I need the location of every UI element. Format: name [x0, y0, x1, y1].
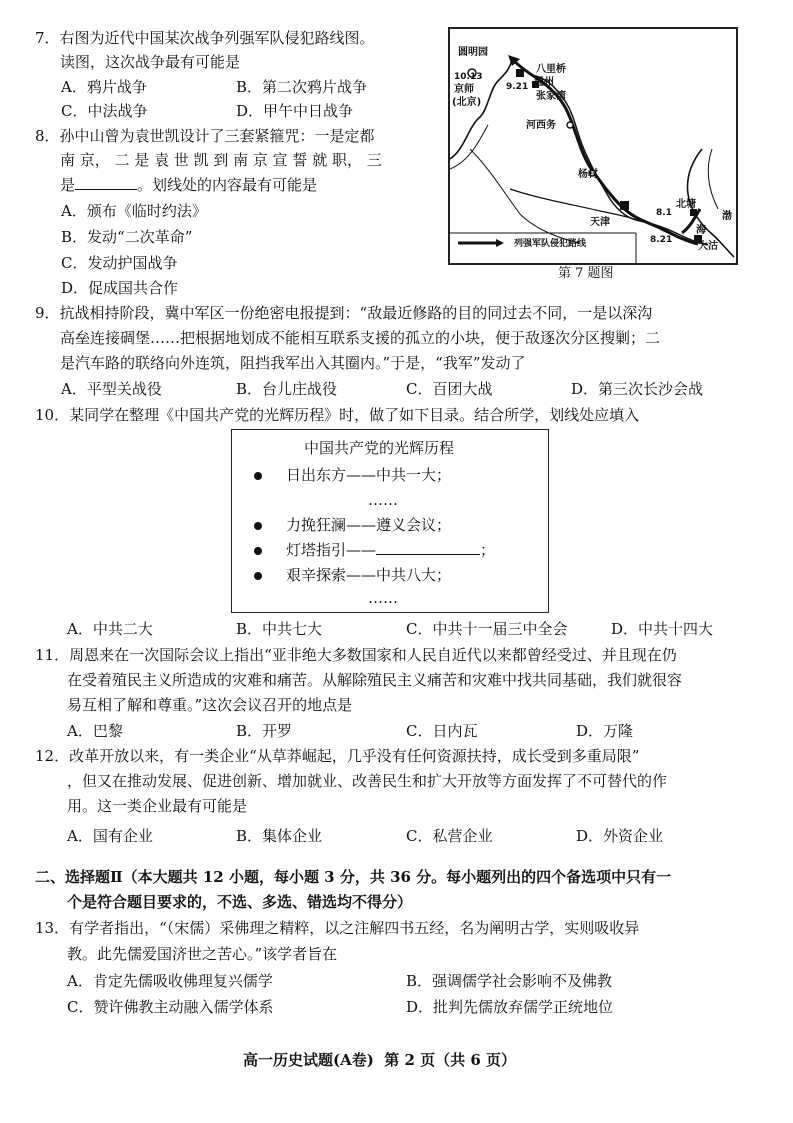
q7-option-a[interactable]: A．鸦片战争 [61, 78, 147, 96]
q10-option-a[interactable]: A．中共二大 [67, 620, 153, 638]
legend-arrow [496, 239, 504, 247]
label-date-81: 8.1 [656, 208, 672, 218]
city-dot-hexiwu [567, 122, 573, 128]
river-branch-2 [470, 149, 580, 243]
coast-detail [708, 149, 718, 209]
label-zhangjiawan: 张家湾 [536, 91, 566, 102]
label-bo: 渤 [722, 211, 732, 222]
q12-option-a[interactable]: A．国有企业 [67, 827, 153, 845]
q9-option-a[interactable]: A．平型关战役 [61, 380, 162, 398]
label-yuanmingyuan: 圆明园 [458, 47, 488, 58]
q13-option-c[interactable]: C．赞许佛教主动融入儒学体系 [67, 998, 274, 1016]
q8-answer-blank [75, 175, 137, 190]
fort-baliqiao [516, 69, 524, 77]
q7-option-c[interactable]: C．中法战争 [61, 102, 148, 120]
q8-stem-line1: 8．孙中山曾为袁世凯设计了三套紧箍咒：一是定都 [35, 127, 375, 145]
toc-bullet-4 [254, 572, 262, 580]
q13-stem-line1: 13．有学者指出，“（宋儒）采佛理之精粹，以之注解四书五经，名为阐明古学，实则吸收异 [35, 919, 640, 937]
q10-option-c[interactable]: C．中共十一届三中全会 [406, 620, 568, 638]
q9-option-b[interactable]: B．台儿庄战役 [236, 380, 338, 398]
toc-item-3: 灯塔指引—— ； [286, 541, 496, 559]
q10-toc-box [231, 429, 549, 613]
toc-item-4: 艰辛探索——中共八大； [286, 566, 452, 584]
q8-option-b[interactable]: B．发动“二次革命” [61, 228, 193, 246]
toc-item-1: 日出东方——中共一大； [286, 466, 452, 484]
q8-option-a[interactable]: A．颁布《临时约法》 [61, 202, 207, 220]
q9-stem-line2: 高垒连接碉堡……把根据地划成不能相互联系支援的孤立的小块，便于敌逐次分区搜剿；二 [60, 329, 661, 347]
toc-bullet-2 [254, 522, 262, 530]
q8-stem-line2: 南 京， 二 是 袁 世 凯 到 南 京 宣 誓 就 职， 三 [60, 151, 382, 169]
q7-stem-line1: 7．右图为近代中国某次战争列强军队侵犯路线图。 [35, 29, 375, 47]
toc-ellipsis-2: …… [368, 589, 398, 607]
toc-title: 中国共产党的光辉历程 [304, 439, 455, 457]
section2-heading-line2: 个是符合题目要求的，不选、多选、错选均不得分） [67, 893, 413, 911]
q7-option-d[interactable]: D．甲午中日战争 [236, 102, 354, 120]
q8-option-c[interactable]: C．发动护国战争 [61, 254, 178, 272]
q12-stem-line1: 12．改革开放以来，有一类企业“从草莽崛起，几乎没有任何资源扶持，成长受到多重局限” [35, 747, 640, 765]
fort-tianjin [620, 201, 629, 210]
label-tianjin: 天津 [590, 217, 610, 228]
q7-option-b[interactable]: B．第二次鸦片战争 [236, 78, 368, 96]
q7-stem-line2: 读图，这次战争最有可能是 [60, 53, 241, 71]
q9-option-d[interactable]: D．第三次长沙会战 [571, 380, 704, 398]
q12-stem-line2: ，但又在推动发展、促进创新、增加就业、改善民生和扩大开放等方面发挥了不可替代的作 [67, 772, 668, 790]
label-date-821: 8.21 [650, 235, 673, 245]
toc-bullet-3 [254, 547, 262, 555]
label-dagu: 大沽 [698, 241, 718, 252]
q13-option-a[interactable]: A．肯定先儒吸收佛理复兴儒学 [67, 972, 273, 990]
q12-stem-line3: 用。这一类企业最有可能是 [67, 797, 248, 815]
label-jingshi: 京师 [454, 84, 474, 95]
q11-option-b[interactable]: B．开罗 [236, 722, 293, 740]
map-caption: 第 7 题图 [558, 266, 614, 281]
label-hexiwu: 河西务 [526, 120, 556, 131]
q11-stem-line3: 易互相了解和尊重。”这次会议召开的地点是 [67, 696, 353, 714]
q11-stem-line2: 在受着殖民主义所造成的灾难和痛苦。从解除殖民主义痛苦和灾难中找共同基础，我们就很容 [67, 671, 683, 689]
q8-option-d[interactable]: D．促成国共合作 [61, 279, 179, 297]
label-tongzhou: 通州 [534, 77, 554, 88]
q10-stem: 10．某同学在整理《中国共产党的光辉历程》时，做了如下目录。结合所学，划线处应填入 [35, 406, 640, 424]
label-date-921: 9.21 [506, 82, 529, 92]
q9-option-c[interactable]: C．百团大战 [406, 380, 493, 398]
label-hai: 海 [696, 225, 706, 236]
toc-bullet-1 [254, 472, 262, 480]
label-beitang: 北塘 [676, 199, 696, 210]
label-date-1013: 10.13 [454, 72, 483, 82]
q10-option-d[interactable]: D．中共十四大 [611, 620, 714, 638]
legend-label: 列强军队侵犯路线 [514, 239, 587, 249]
q9-stem-line3: 是汽车路的联络向外连筑，阻挡我军出入其圈内。”于是，“我军”发动了 [60, 354, 526, 372]
q12-option-b[interactable]: B．集体企业 [236, 827, 323, 845]
label-beijing: (北京) [452, 97, 482, 108]
q11-stem-line1: 11．周恩来在一次国际会议上指出“亚非绝大多数国家和人民自近代以来都曾经受过、并且现在仍 [35, 646, 677, 664]
q10-option-b[interactable]: B．中共七大 [236, 620, 323, 638]
q11-option-a[interactable]: A．巴黎 [67, 722, 123, 740]
label-yangcun: 杨村 [578, 169, 598, 180]
section2-heading-line1: 二、选择题Ⅱ（本大题共 12 小题，每小题 3 分，共 36 分。每小题列出的四个备选项中只有一 [35, 868, 672, 886]
label-baliqiao: 八里桥 [536, 64, 566, 75]
toc-item-2: 力挽狂澜——遵义会议； [286, 516, 452, 534]
page-footer: 高一历史试题(A卷) 第 2 页（共 6 页） [243, 1051, 517, 1069]
q11-option-d[interactable]: D．万隆 [576, 722, 634, 740]
toc-ellipsis-1: …… [368, 491, 398, 509]
toc-answer-blank [376, 540, 480, 555]
q11-option-c[interactable]: C．日内瓦 [406, 722, 478, 740]
q13-option-d[interactable]: D．批判先儒放弃儒学正统地位 [406, 998, 614, 1016]
q8-stem-line3: 是 。划线处的内容最有可能是 [60, 176, 318, 194]
q12-option-c[interactable]: C．私营企业 [406, 827, 493, 845]
q13-stem-line2: 教。此先儒爱国济世之苦心。”该学者旨在 [67, 945, 338, 963]
q9-stem-line1: 9．抗战相持阶段，冀中军区一份绝密电报提到：“敌最近修路的目的同过去不同，一是以深沟 [35, 304, 653, 322]
q12-option-d[interactable]: D．外资企业 [576, 827, 664, 845]
q7-route-map [448, 27, 738, 265]
q13-option-b[interactable]: B．强调儒学社会影响不及佛教 [406, 972, 613, 990]
